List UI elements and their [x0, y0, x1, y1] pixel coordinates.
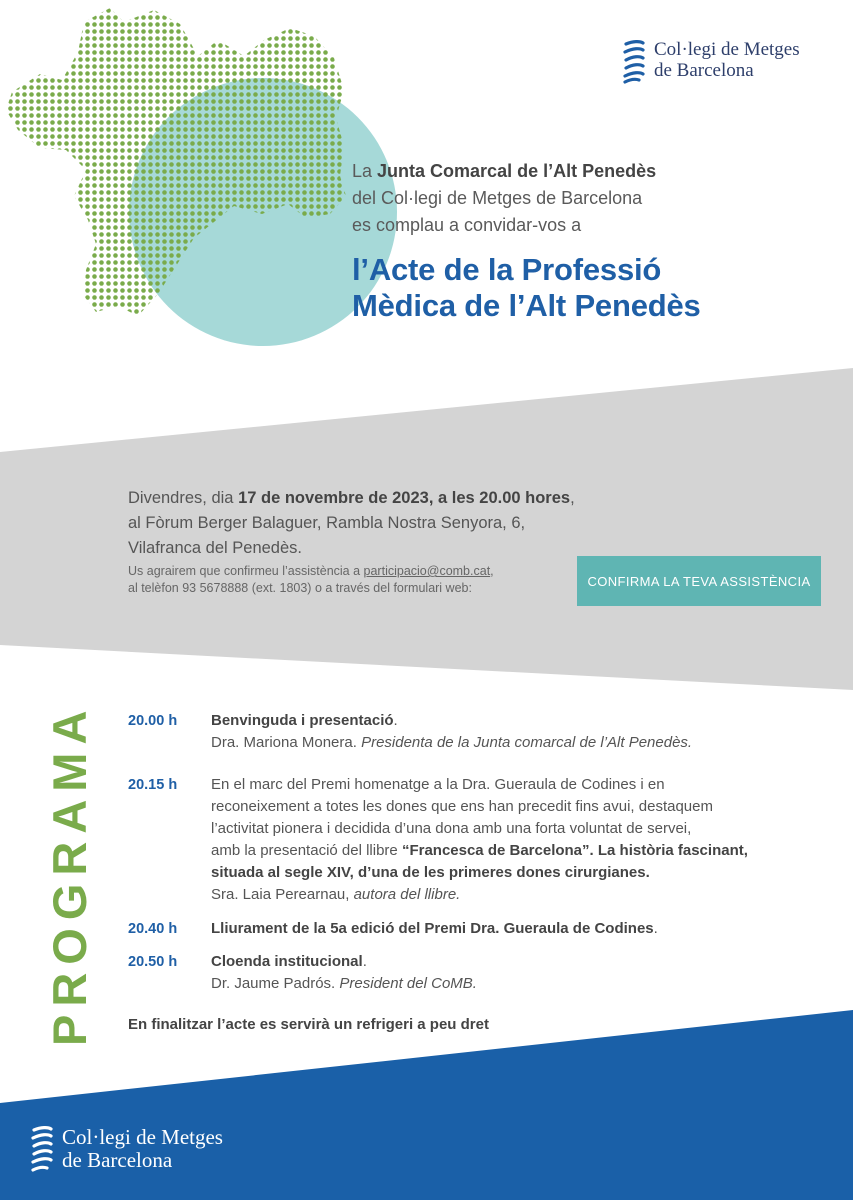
program-person: Sra. Laia Perearnau,: [211, 886, 354, 903]
intro-prefix: La: [352, 161, 378, 181]
intro-junta: Junta Comarcal de l’Alt Penedès: [377, 161, 657, 181]
program-text-line: [211, 840, 818, 862]
program-title-line: [211, 951, 818, 973]
program-book-title: “Francesca de Barcelona”. La història fascinant,: [401, 842, 748, 859]
program-time: 20.15 h: [128, 777, 178, 793]
intro-line-1: [352, 158, 822, 185]
logo-line-1: Col·legi de Metges: [62, 1125, 223, 1150]
program-item: [128, 774, 818, 906]
intro-line-2: del Col·legi de Metges de Barcelona: [352, 188, 643, 208]
program-title-end: .: [393, 712, 398, 729]
program-role: President del CoMB.: [339, 975, 477, 992]
college-logo-icon: [30, 1124, 54, 1174]
program-item: [128, 951, 818, 995]
program-title: Cloenda institucional: [211, 953, 363, 970]
program-person: Dra. Mariona Monera.: [211, 734, 362, 751]
program-text-line: l’activitat pionera i decidida d’una dona amb una forta voluntat de servei,: [211, 820, 692, 837]
event-place: al Fòrum Berger Balaguer, Rambla Nostra Senyora, 6,: [128, 514, 526, 532]
program-title-end: .: [362, 953, 367, 970]
program-person-line: [211, 884, 818, 906]
event-date: 17 de novembre de 2023, a les 20.00 hores: [238, 489, 571, 507]
program-title-end: .: [653, 920, 658, 937]
title-line-1: l’Acte de la Professió: [352, 252, 662, 287]
program-title-line: [211, 710, 818, 732]
program-person-line: [211, 973, 818, 995]
program-book-line: situada al segle XIV, d’una de les primeres dones cirurgianes.: [211, 864, 650, 881]
program-time: 20.00 h: [128, 713, 178, 729]
logo-line-1: Col·legi de Metges: [654, 39, 800, 61]
program-text-line: reconeixement a totes les dones que ens han precedit fins avui, destaquem: [211, 798, 713, 815]
program-time: 20.50 h: [128, 954, 178, 970]
title-line-2: Mèdica de l’Alt Penedès: [352, 288, 701, 323]
event-title: [352, 252, 832, 324]
program-role: Presidenta de la Junta comarcal de l’Alt Penedès.: [361, 734, 693, 751]
rsvp-text-1: Us agrairem que confirmeu l’assistència a: [128, 564, 364, 578]
program-text-line: En el marc del Premi homenatge a la Dra. Gueraula de Codines i en: [211, 776, 665, 793]
confirm-attendance-button[interactable]: CONFIRMA LA TEVA ASSISTÈNCIA: [577, 556, 821, 606]
invitation-intro: [352, 158, 822, 239]
program-person-line: [211, 732, 818, 754]
logo-line-2: de Barcelona: [62, 1148, 173, 1172]
programa-label: PROGRAMA: [43, 702, 96, 1046]
program-title-line: [211, 918, 818, 940]
college-logo-icon: [622, 38, 646, 84]
rsvp-email-link[interactable]: participacio@comb.cat: [363, 564, 491, 578]
logo-line-2: de Barcelona: [654, 60, 754, 81]
rsvp-line-2: al telèfon 93 5678888 (ext. 1803) o a través del formulari web:: [128, 581, 472, 595]
program-list: [128, 710, 818, 1033]
intro-line-3: es complau a convidar-vos a: [352, 215, 582, 235]
event-date-line: [128, 486, 648, 511]
program-text: amb la presentació del llibre: [211, 842, 402, 859]
closing-note: En finalitzar l’acte es servirà un refrigeri a peu dret: [128, 1016, 489, 1033]
rsvp-text-1-end: ,: [490, 564, 494, 578]
program-title: Benvinguda i presentació: [211, 712, 394, 729]
event-town: Vilafranca del Penedès.: [128, 539, 302, 557]
header-logo: [622, 38, 800, 84]
program-item: [128, 918, 818, 940]
rsvp-note: [128, 563, 568, 597]
footer-logo: [30, 1124, 223, 1174]
program-title: Lliurament de la 5a edició del Premi Dra. Gueraula de Codines: [211, 920, 654, 937]
program-person: Dr. Jaume Padrós.: [211, 975, 340, 992]
program-item: [128, 710, 818, 754]
program-time: 20.40 h: [128, 921, 178, 937]
event-details: [128, 486, 648, 561]
program-role: autora del llibre.: [353, 886, 461, 903]
event-suffix: ,: [570, 489, 575, 507]
event-prefix: Divendres, dia: [128, 489, 239, 507]
rsvp-line-1: [128, 563, 568, 580]
